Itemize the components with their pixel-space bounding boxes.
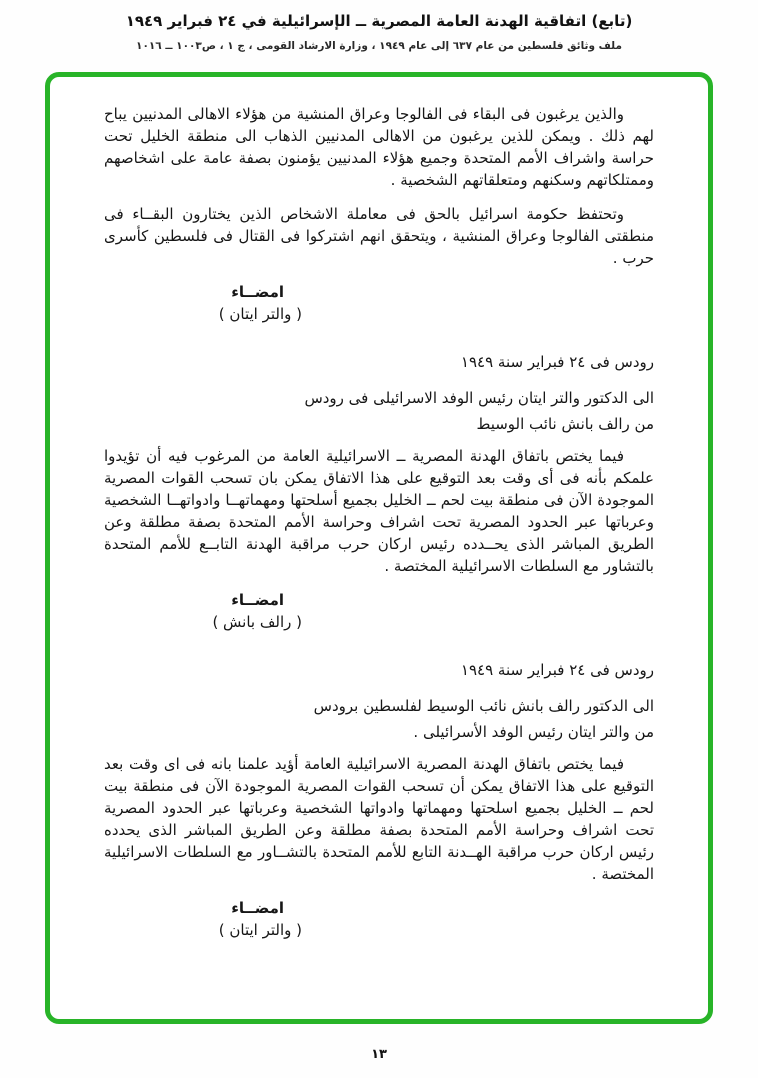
signature-name: ( والتر ايتان ) (218, 921, 302, 939)
document-frame (45, 72, 713, 1024)
paragraph: فيما يختص باتفاق الهدنة المصرية الاسرائيلية العامة أؤيد علمنا بانه فى اى وقت بعد التوقيع على هذا الاتفاق يمكن أن تسحب القوات المصرية الموجودة الآن فى منطقة بيت لحم ــ الخليل بجميع اسلحتها ومهماتها وادواتها الشخصية وعرباتها عبر الحدود المصرية تحت اشراف وحراسة الأمم المتحدة بصفة مطلقة وعن الطريق المباشر الذى يحدده رئيس اركان حرب مراقبة الهــدنة التابع للأمم المتحدة بالتشــاور مع السلطات الاسرائيلية المختصة . (104, 755, 654, 883)
page-header-title: (تابع) اتفاقية الهدنة العامة المصرية ــ الإسرائيلية في ٢٤ فبراير ١٩٤٩ (125, 12, 633, 30)
page-header-subtitle: ملف وثائق فلسطين من عام ٦٣٧ إلى عام ١٩٤٩ ، وزارة الارشاد القومى ، ج ١ ، ص١٠٠٣ ــ ١٠١٦ (136, 40, 622, 52)
sender-line: من رالف بانش نائب الوسيط (476, 415, 654, 433)
sender-line: من والتر ايتان رئيس الوفد الأسرائيلى . (413, 723, 654, 741)
addressee-line: الى الدكتور رالف بانش نائب الوسيط لفلسطين برودس (313, 697, 654, 715)
date-line: رودس فى ٢٤ فبراير سنة ١٩٤٩ (460, 353, 654, 371)
addressee-line: الى الدكتور والتر ايتان رئيس الوفد الاسرائيلى فى رودس (304, 389, 654, 407)
paragraph: والذين يرغبون فى البقاء فى الفالوجا وعراق المنشية من هؤلاء الاهالى المدنيين يباح لهم ذلك . ويمكن للذين يرغبون من الاهالى المدنيين الذهاب الى منطقة الخليل تحت حراسة واشراف الأمم المتحدة وجميع هؤلاء المدنيين يؤمنون بصفة عامة على اشخاصهم وممتلكاتهم وسكنهم ومتعلقاتهم الشخصية . (104, 105, 654, 189)
signature-name: ( والتر ايتان ) (218, 305, 302, 323)
paragraph: وتحتفظ حكومة اسرائيل بالحق فى معاملة الاشخاص الذين يختارون البقــاء فى منطقتى الفالوجا وعراق المنشية ، ويتحقق انهم اشتركوا فى القتال فى فلسطين كأسرى حرب . (104, 205, 654, 267)
signature-name: ( رالف بانش ) (212, 613, 302, 631)
date-line: رودس فى ٢٤ فبراير سنة ١٩٤٩ (460, 661, 654, 679)
signature-label: امضــاء (231, 899, 284, 917)
page-header (0, 0, 758, 52)
signature-label: امضــاء (231, 283, 284, 301)
page-number: ١٣ (371, 1047, 387, 1062)
signature-label: امضــاء (231, 591, 284, 609)
paragraph: فيما يختص باتفاق الهدنة المصرية ــ الاسرائيلية العامة من المرغوب فيه أن تؤيدوا علمكم بأنه فى أى وقت بعد التوقيع على هذا الاتفاق يمكن بان تسحب القوات المصرية الموجودة الآن فى منطقة بيت لحم ــ الخليل بجميع أسلحتها ومهماتهــا وادواتهــا الشخصية وعرباتها عبر الحدود المصرية تحت اشراف وحراسة الأمم المتحدة بصفة مطلقة وعن الطريق المباشر الذى يحــدده رئيس اركان حرب مراقبة الهدنة التابــع للأمم المتحدة بالتشاور مع السلطات الاسرائيلية المختصة . (104, 447, 654, 575)
